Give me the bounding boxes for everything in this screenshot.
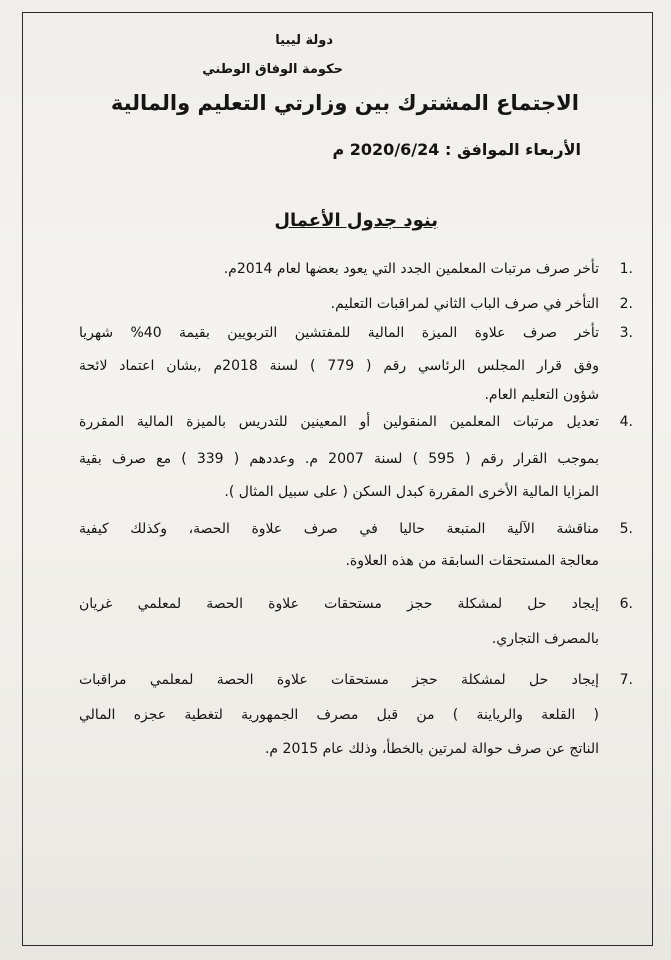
government-name: حكومة الوفاق الوطني <box>202 62 343 77</box>
country-name: دولة ليبيا <box>275 33 333 48</box>
item-number: 3. <box>619 325 633 341</box>
agenda-item-line: شؤون التعليم العام. <box>484 387 599 403</box>
agenda-item-line: بموجب القرار رقم ( 595 ) لسنة 2007 م. وعددهم ( 339 ) مع صرف بقية <box>79 451 599 467</box>
agenda-item-line: معالجة المستحقات السابقة من هذه العلاوة. <box>345 553 599 569</box>
date-value: 2020/6/24 م <box>332 140 440 159</box>
meeting-title: الاجتماع المشترك بين وزارتي التعليم والمالية <box>110 91 579 115</box>
item-number: 5. <box>619 521 633 537</box>
date-label: الأربعاء الموافق : <box>444 140 581 159</box>
agenda-item-line: بالمصرف التجاري. <box>491 631 599 647</box>
agenda-heading: بنود جدول الأعمال <box>274 210 438 231</box>
agenda-item-line: تأخر صرف علاوة الميزة المالية للمفتشين التربويين بقيمة 40% شهريا <box>79 325 599 341</box>
item-number: 2. <box>619 296 633 312</box>
agenda-item-line: الناتج عن صرف حوالة لمرتين بالخطأ، وذلك عام 2015 م. <box>264 741 599 757</box>
agenda-item-line: المزايا المالية الأخرى المقررة كبدل السكن ( على سبيل المثال ). <box>224 484 599 500</box>
item-number: 4. <box>619 414 633 430</box>
agenda-item-line: التأخر في صرف الباب الثاني لمراقبات التعليم. <box>330 296 599 312</box>
agenda-item-line: مناقشة الآلية المتبعة حاليا في صرف علاوة الحصة، وكذلك كيفية <box>79 521 599 537</box>
agenda-item-line: وفق قرار المجلس الرئاسي رقم ( 779 ) لسنة 2018م ,بشان اعتماد لائحة <box>79 358 600 374</box>
agenda-item-line: إيجاد حل لمشكلة حجز مستحقات علاوة الحصة لمعلمي مراقبات <box>79 672 599 688</box>
agenda-item-line: تأخر صرف مرتبات المعلمين الجدد التي يعود بعضها لعام 2014م. <box>223 261 599 277</box>
item-number: 7. <box>619 672 633 688</box>
item-number: 1. <box>619 261 633 277</box>
agenda-item-line: إيجاد حل لمشكلة حجز مستحقات علاوة الحصة لمعلمي غريان <box>79 596 599 612</box>
meeting-date <box>332 140 581 159</box>
agenda-item-line: تعديل مرتبات المعلمين المنقولين أو المعينين للتدريس بالميزة المالية المقررة <box>79 414 599 430</box>
item-number: 6. <box>619 596 633 612</box>
agenda-item-line: ( القلعة والرياينة ) من قبل مصرف الجمهورية لتغطية عجزه المالي <box>79 707 599 723</box>
